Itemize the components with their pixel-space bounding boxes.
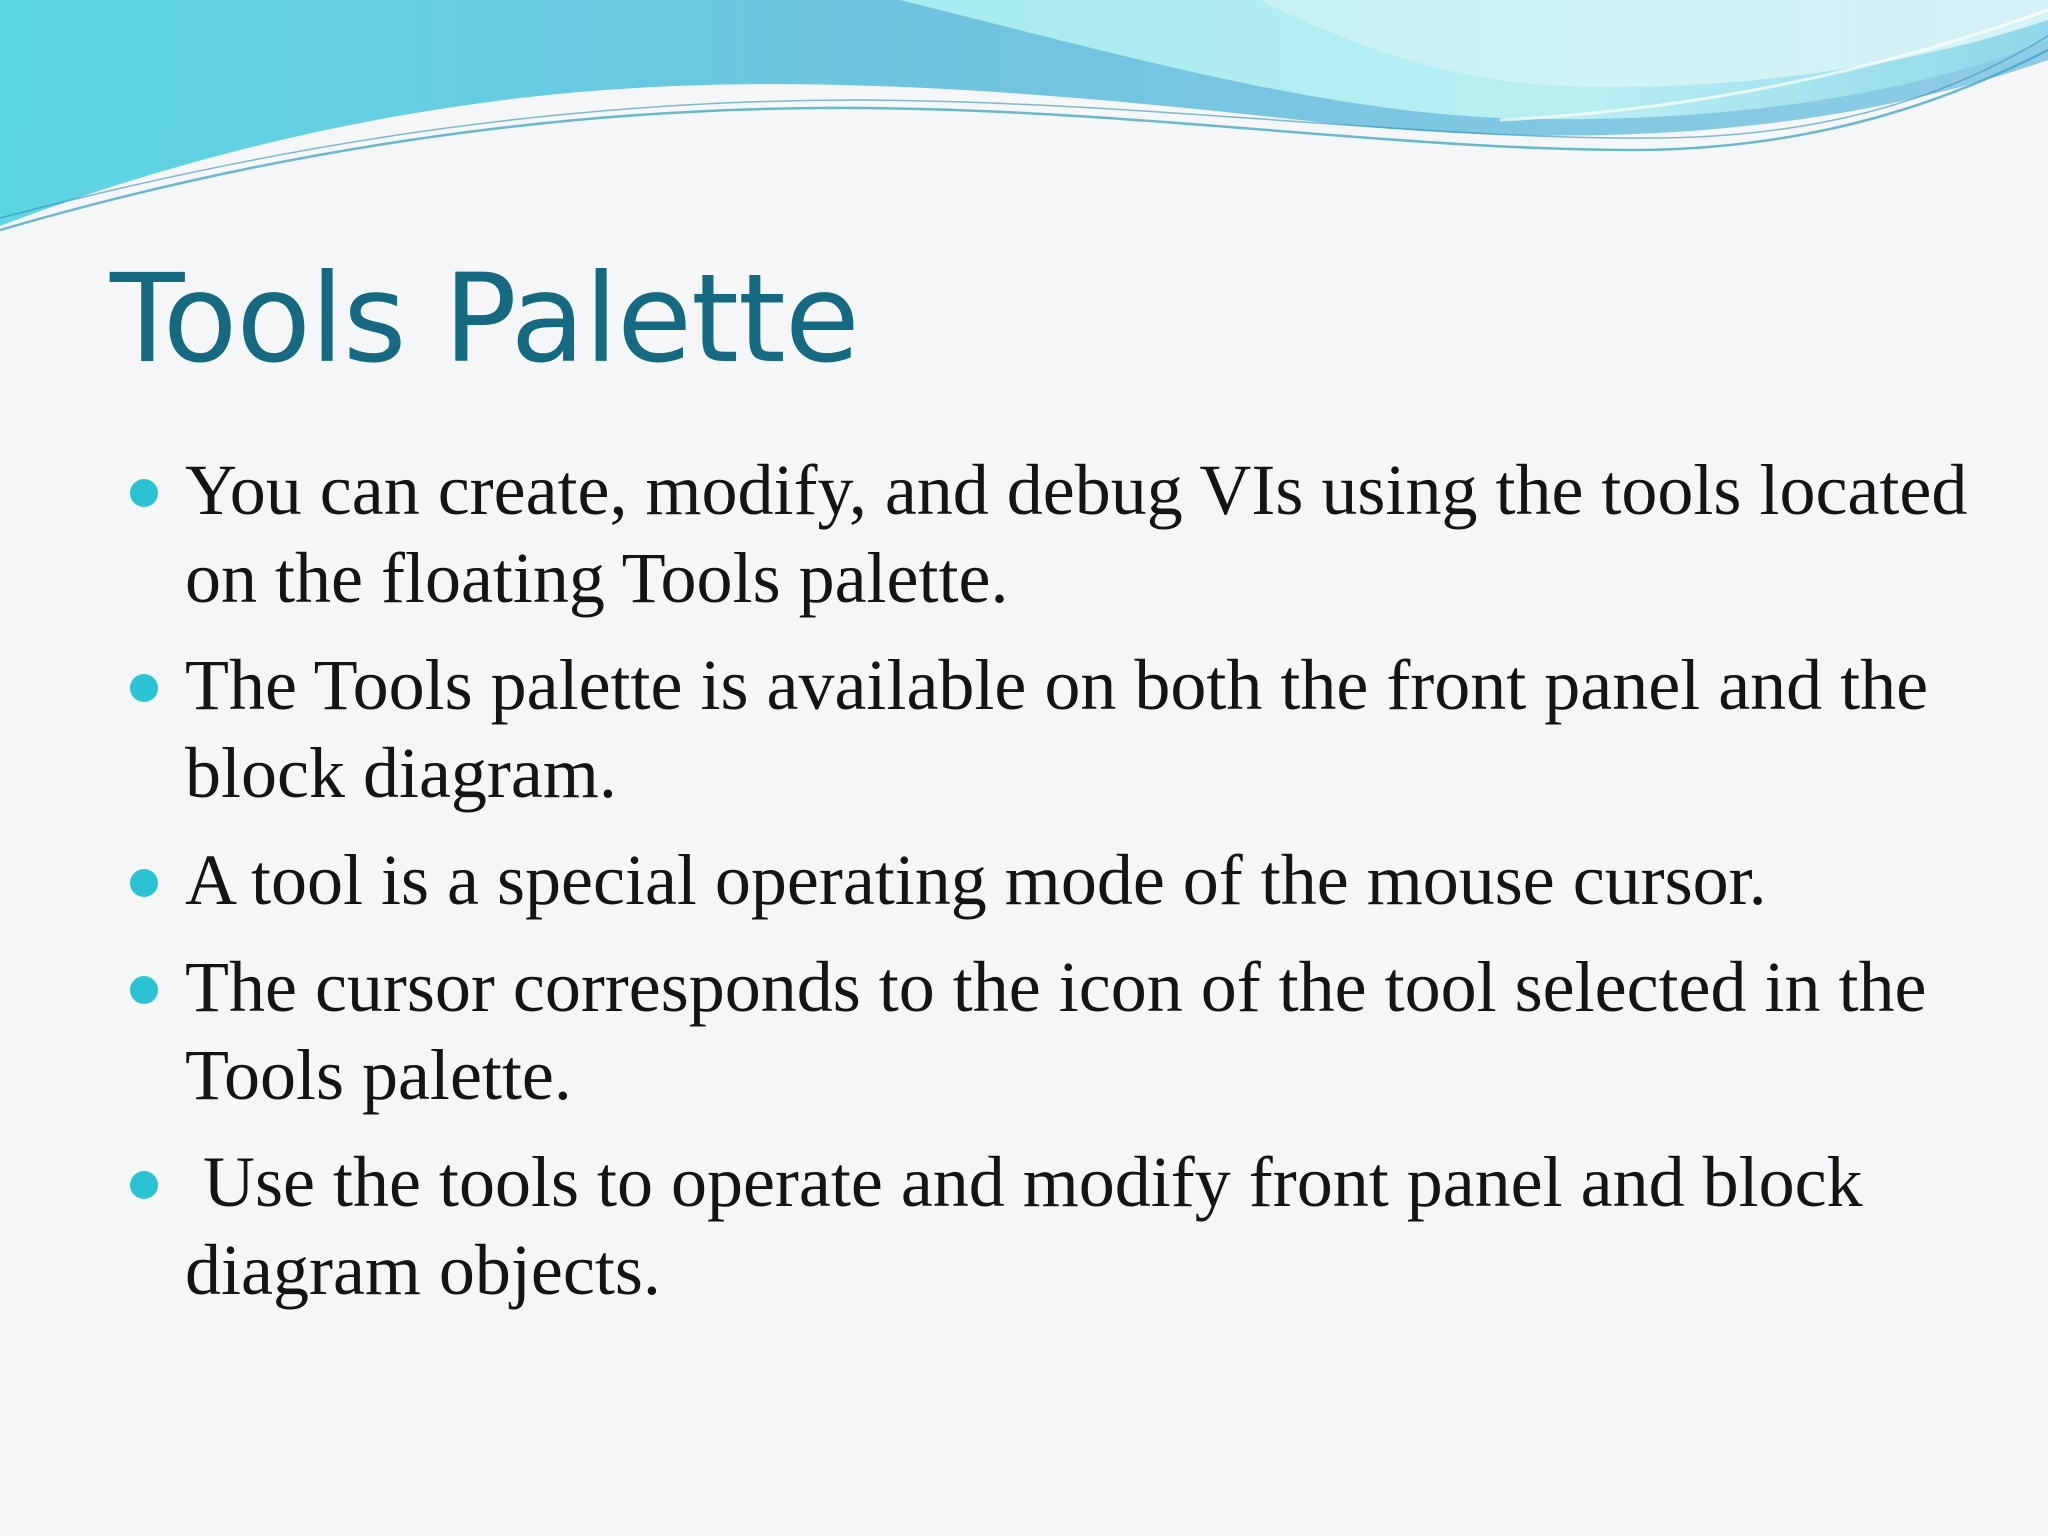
bullet-item bbox=[130, 1138, 2010, 1314]
bullet-item bbox=[130, 641, 2010, 817]
slide-title: Tools Palette bbox=[110, 248, 859, 390]
bullet-dot-icon bbox=[130, 976, 158, 1004]
bullet-dot-icon bbox=[130, 869, 158, 897]
bullet-list bbox=[130, 446, 2010, 1333]
bullet-text: Use the tools to operate and modify front panel and block diagram objects. bbox=[185, 1142, 1881, 1310]
bullet-item bbox=[130, 836, 2010, 924]
bullet-item bbox=[130, 943, 2010, 1119]
bullet-text: A tool is a special operating mode of the mouse cursor. bbox=[185, 840, 1767, 920]
header-wave-decoration bbox=[0, 0, 2048, 260]
bullet-dot-icon bbox=[130, 1171, 158, 1199]
bullet-dot-icon bbox=[130, 479, 158, 507]
bullet-item bbox=[130, 446, 2010, 622]
bullet-dot-icon bbox=[130, 674, 158, 702]
bullet-text: The cursor corresponds to the icon of the tool selected in the Tools palette. bbox=[185, 947, 1944, 1115]
bullet-text: The Tools palette is available on both the front panel and the block diagram. bbox=[185, 645, 1947, 813]
bullet-text: You can create, modify, and debug VIs using the tools located on the floating Tools palette. bbox=[185, 450, 1986, 618]
